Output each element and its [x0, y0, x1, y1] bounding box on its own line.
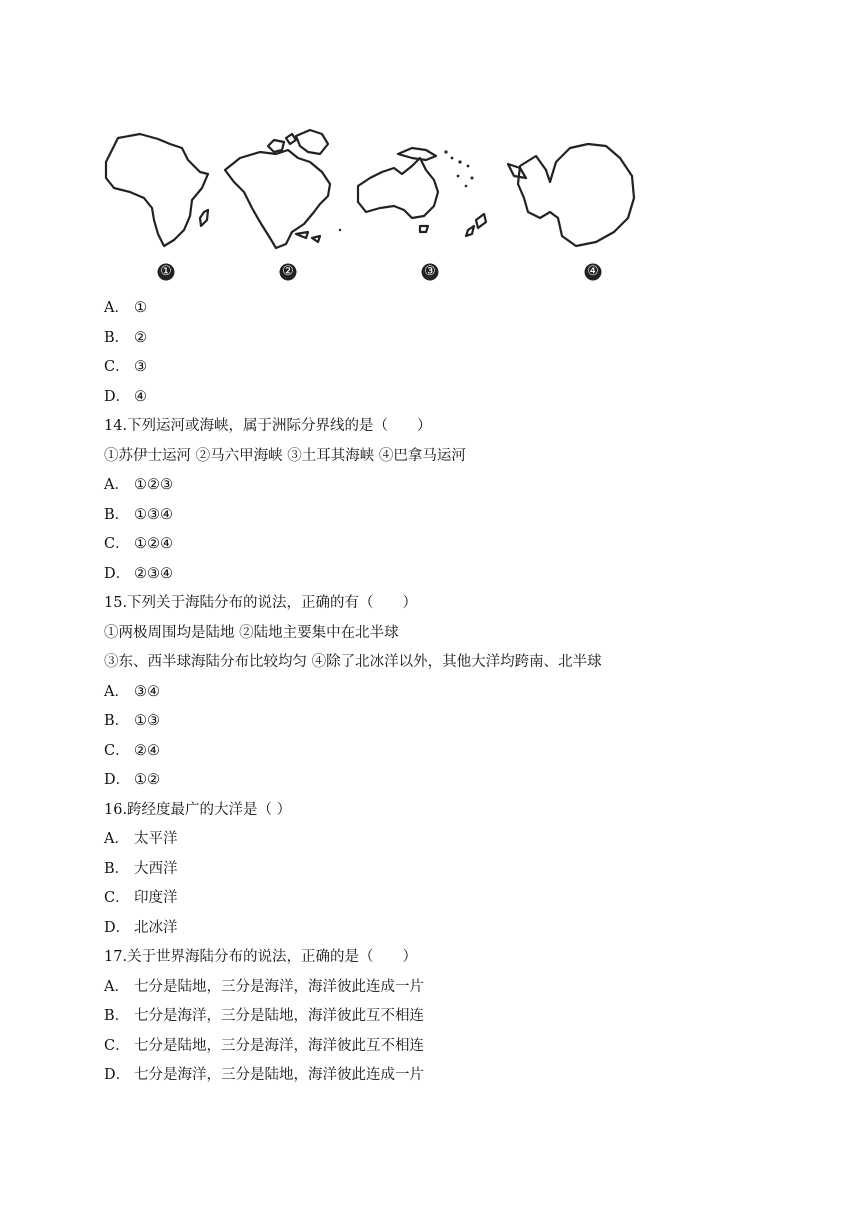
question-list	[104, 294, 744, 1091]
new-zealand-outline-icon	[466, 214, 486, 236]
africa-outline-icon	[106, 134, 208, 246]
q16-stem: 16.跨经度最广的大洋是（ ）	[104, 801, 292, 818]
q15-option-a[interactable]: A． ③④	[104, 683, 160, 700]
q15-option-d[interactable]: D． ①②	[104, 772, 160, 788]
figure-label-1: ①	[160, 264, 172, 279]
q17-option-c[interactable]: C． 七分是陆地，三分是海洋，海洋彼此互不相连	[104, 1037, 424, 1054]
figure-label-4: ④	[587, 264, 599, 279]
tasmania-outline-icon	[420, 226, 428, 232]
q16-option-d[interactable]: D． 北冰洋	[104, 919, 178, 936]
q16-option-a[interactable]: A． 太平洋	[104, 831, 178, 847]
antarctic-peninsula-outline-icon	[508, 164, 526, 178]
figure-labels	[158, 264, 602, 281]
q15-stem: 15.下列关于海陆分布的说法，正确的有（ ）	[104, 595, 418, 611]
q17-stem: 17.关于世界海陆分布的说法，正确的是（ ）	[104, 949, 418, 965]
q15-items-line-2: ③东、西半球海陆分布比较均匀 ④除了北冰洋以外，其他大洋均跨南、北半球	[104, 654, 602, 670]
q17-option-a[interactable]: A． 七分是陆地，三分是海洋，海洋彼此连成一片	[104, 978, 424, 995]
q17-option-d[interactable]: D． 七分是海洋，三分是陆地，海洋彼此连成一片	[104, 1067, 424, 1083]
q13-option-b[interactable]: B． ②	[104, 329, 147, 346]
australia-outline-icon	[358, 158, 438, 218]
q13-option-d[interactable]: D． ④	[104, 388, 147, 405]
q13-option-a[interactable]: A． ①	[104, 300, 147, 316]
q14-option-d[interactable]: D． ②③④	[104, 565, 173, 582]
antarctica-outline-icon	[518, 144, 634, 246]
q14-stem: 14.下列运河或海峡，属于洲际分界线的是（ ）	[104, 418, 432, 434]
q15-option-b[interactable]: B． ①③	[104, 713, 160, 729]
q14-option-c[interactable]: C． ①②④	[104, 536, 173, 552]
arctic-islands-outline-icon	[268, 134, 296, 152]
north-america-outline-icon	[225, 150, 330, 248]
figure-label-3: ③	[424, 264, 436, 279]
q14-option-b[interactable]: B． ①③④	[104, 506, 173, 523]
new-guinea-outline-icon	[398, 148, 436, 160]
greenland-outline-icon	[296, 130, 328, 154]
madagascar-outline-icon	[200, 210, 208, 226]
q17-option-b[interactable]: B． 七分是海洋，三分是陆地，海洋彼此互不相连	[104, 1008, 424, 1024]
q16-option-b[interactable]: B． 大西洋	[104, 860, 178, 877]
q14-option-a[interactable]: A． ①②③	[104, 477, 173, 493]
q15-items-line-1: ①两极周围均是陆地 ②陆地主要集中在北半球	[104, 624, 399, 641]
q14-items: ①苏伊士运河 ②马六甲海峡 ③土耳其海峡 ④巴拿马运河	[104, 447, 466, 464]
q13-option-c[interactable]: C． ③	[104, 359, 147, 375]
figure-label-2: ②	[282, 264, 294, 279]
caribbean-islands-outline-icon	[296, 232, 320, 242]
q15-option-c[interactable]: C． ②④	[104, 742, 160, 759]
q16-option-c[interactable]: C． 印度洋	[104, 890, 178, 906]
continent-outlines-svg	[100, 122, 645, 287]
continent-outlines-figure	[100, 122, 645, 287]
